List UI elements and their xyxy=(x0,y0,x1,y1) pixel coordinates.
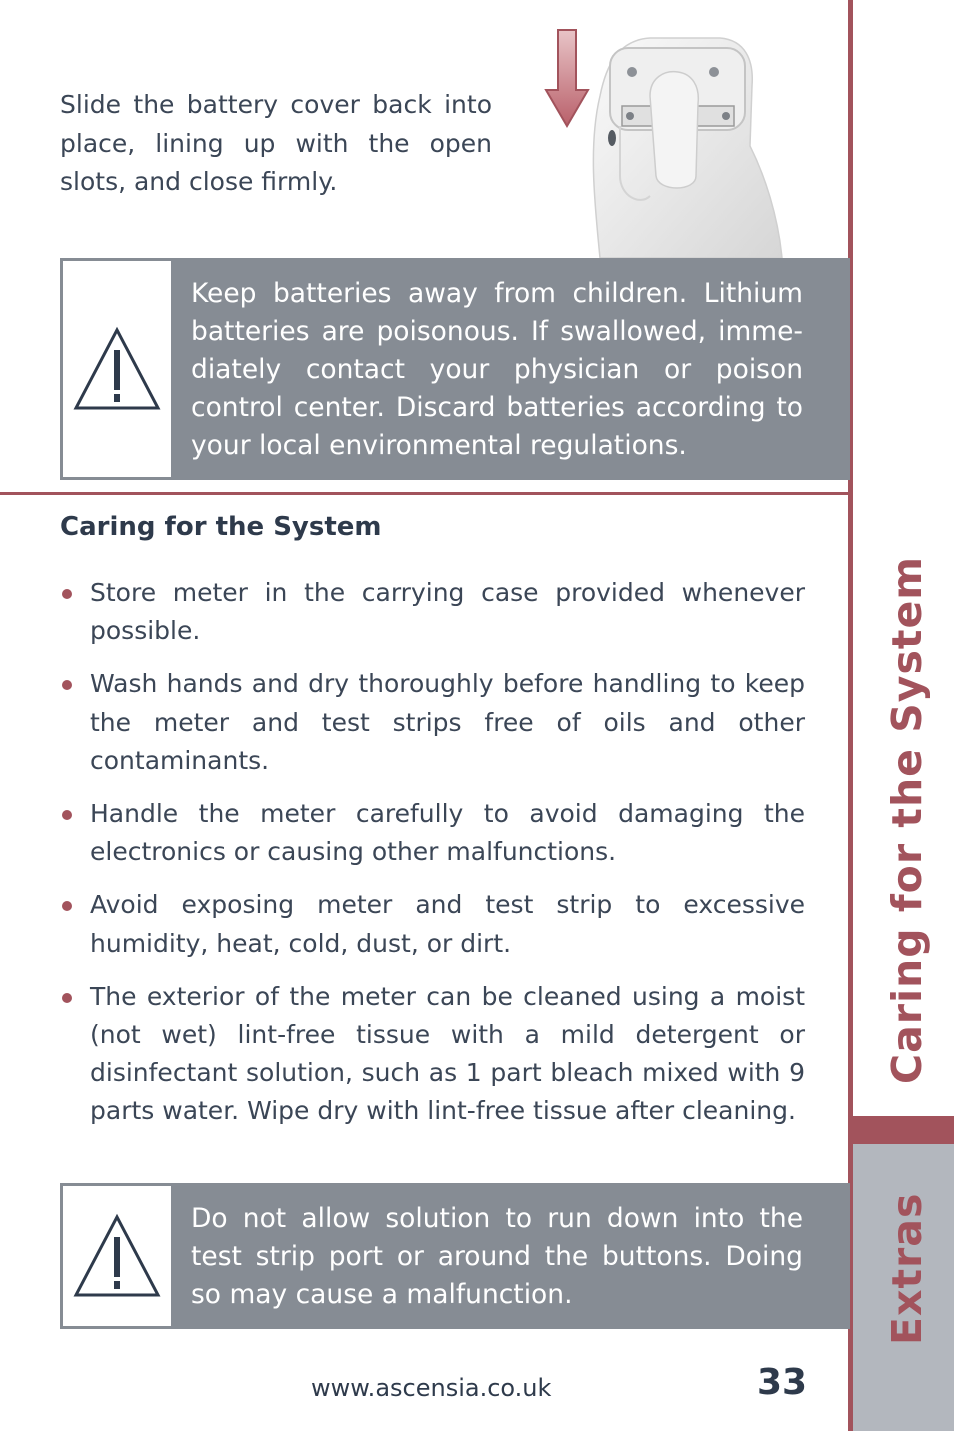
section-tab-label: Extras xyxy=(883,1192,931,1345)
intro-text: Slide the battery cover back into place, lining up with the open slots, and close firmly. xyxy=(60,90,492,196)
list-item: Wash hands and dry thoroughly before handling to keep the meter and test strips free of oils and other contaminants. xyxy=(60,665,805,780)
warning-text: Keep batteries away from children. Lithium batteries are poisonous. If swallowed, imme-diately contact your physician or poison control center. Discard batteries according to your local environmental regulations. xyxy=(191,278,803,461)
warning-icon-cell xyxy=(63,1186,171,1326)
footer-url[interactable]: www.ascensia.co.uk xyxy=(311,1374,552,1402)
warning-triangle-icon xyxy=(72,326,162,412)
list-item: Store meter in the carrying case provided whenever possible. xyxy=(60,574,805,650)
down-arrow-icon xyxy=(546,30,588,126)
list-item: Handle the meter carefully to avoid damaging the electronics or causing other malfunctions. xyxy=(60,795,805,871)
section-divider xyxy=(0,492,852,495)
bullet-icon xyxy=(62,901,72,911)
chapter-tab-label: Caring for the System xyxy=(883,556,931,1084)
bullet-icon xyxy=(62,993,72,1003)
warning-triangle-icon xyxy=(72,1213,162,1299)
bullet-icon xyxy=(62,810,72,820)
care-bullet-list xyxy=(60,574,805,1146)
section-title: Caring for the System xyxy=(60,512,382,542)
battery-warning-box xyxy=(60,258,850,480)
sidebar-separator xyxy=(853,1116,954,1144)
list-item: Avoid exposing meter and test strip to excessive humidity, heat, cold, dust, or dirt. xyxy=(60,886,805,962)
page-number: 33 xyxy=(757,1362,808,1403)
battery-cover-illustration xyxy=(540,26,790,258)
bullet-icon xyxy=(62,589,72,599)
list-item: The exterior of the meter can be cleaned using a moist (not wet) lint-free tissue with a mild detergent or disinfectant solution, such as 1 part bleach mixed with 9 parts water. Wipe dry with lint-free tissue after cleaning. xyxy=(60,978,805,1131)
cleaning-warning-box xyxy=(60,1183,850,1329)
bullet-icon xyxy=(62,680,72,690)
warning-text: Do not allow solution to run down into the test strip port or around the buttons. Doing so may cause a malfunction. xyxy=(191,1203,803,1310)
warning-icon-cell xyxy=(63,261,171,477)
